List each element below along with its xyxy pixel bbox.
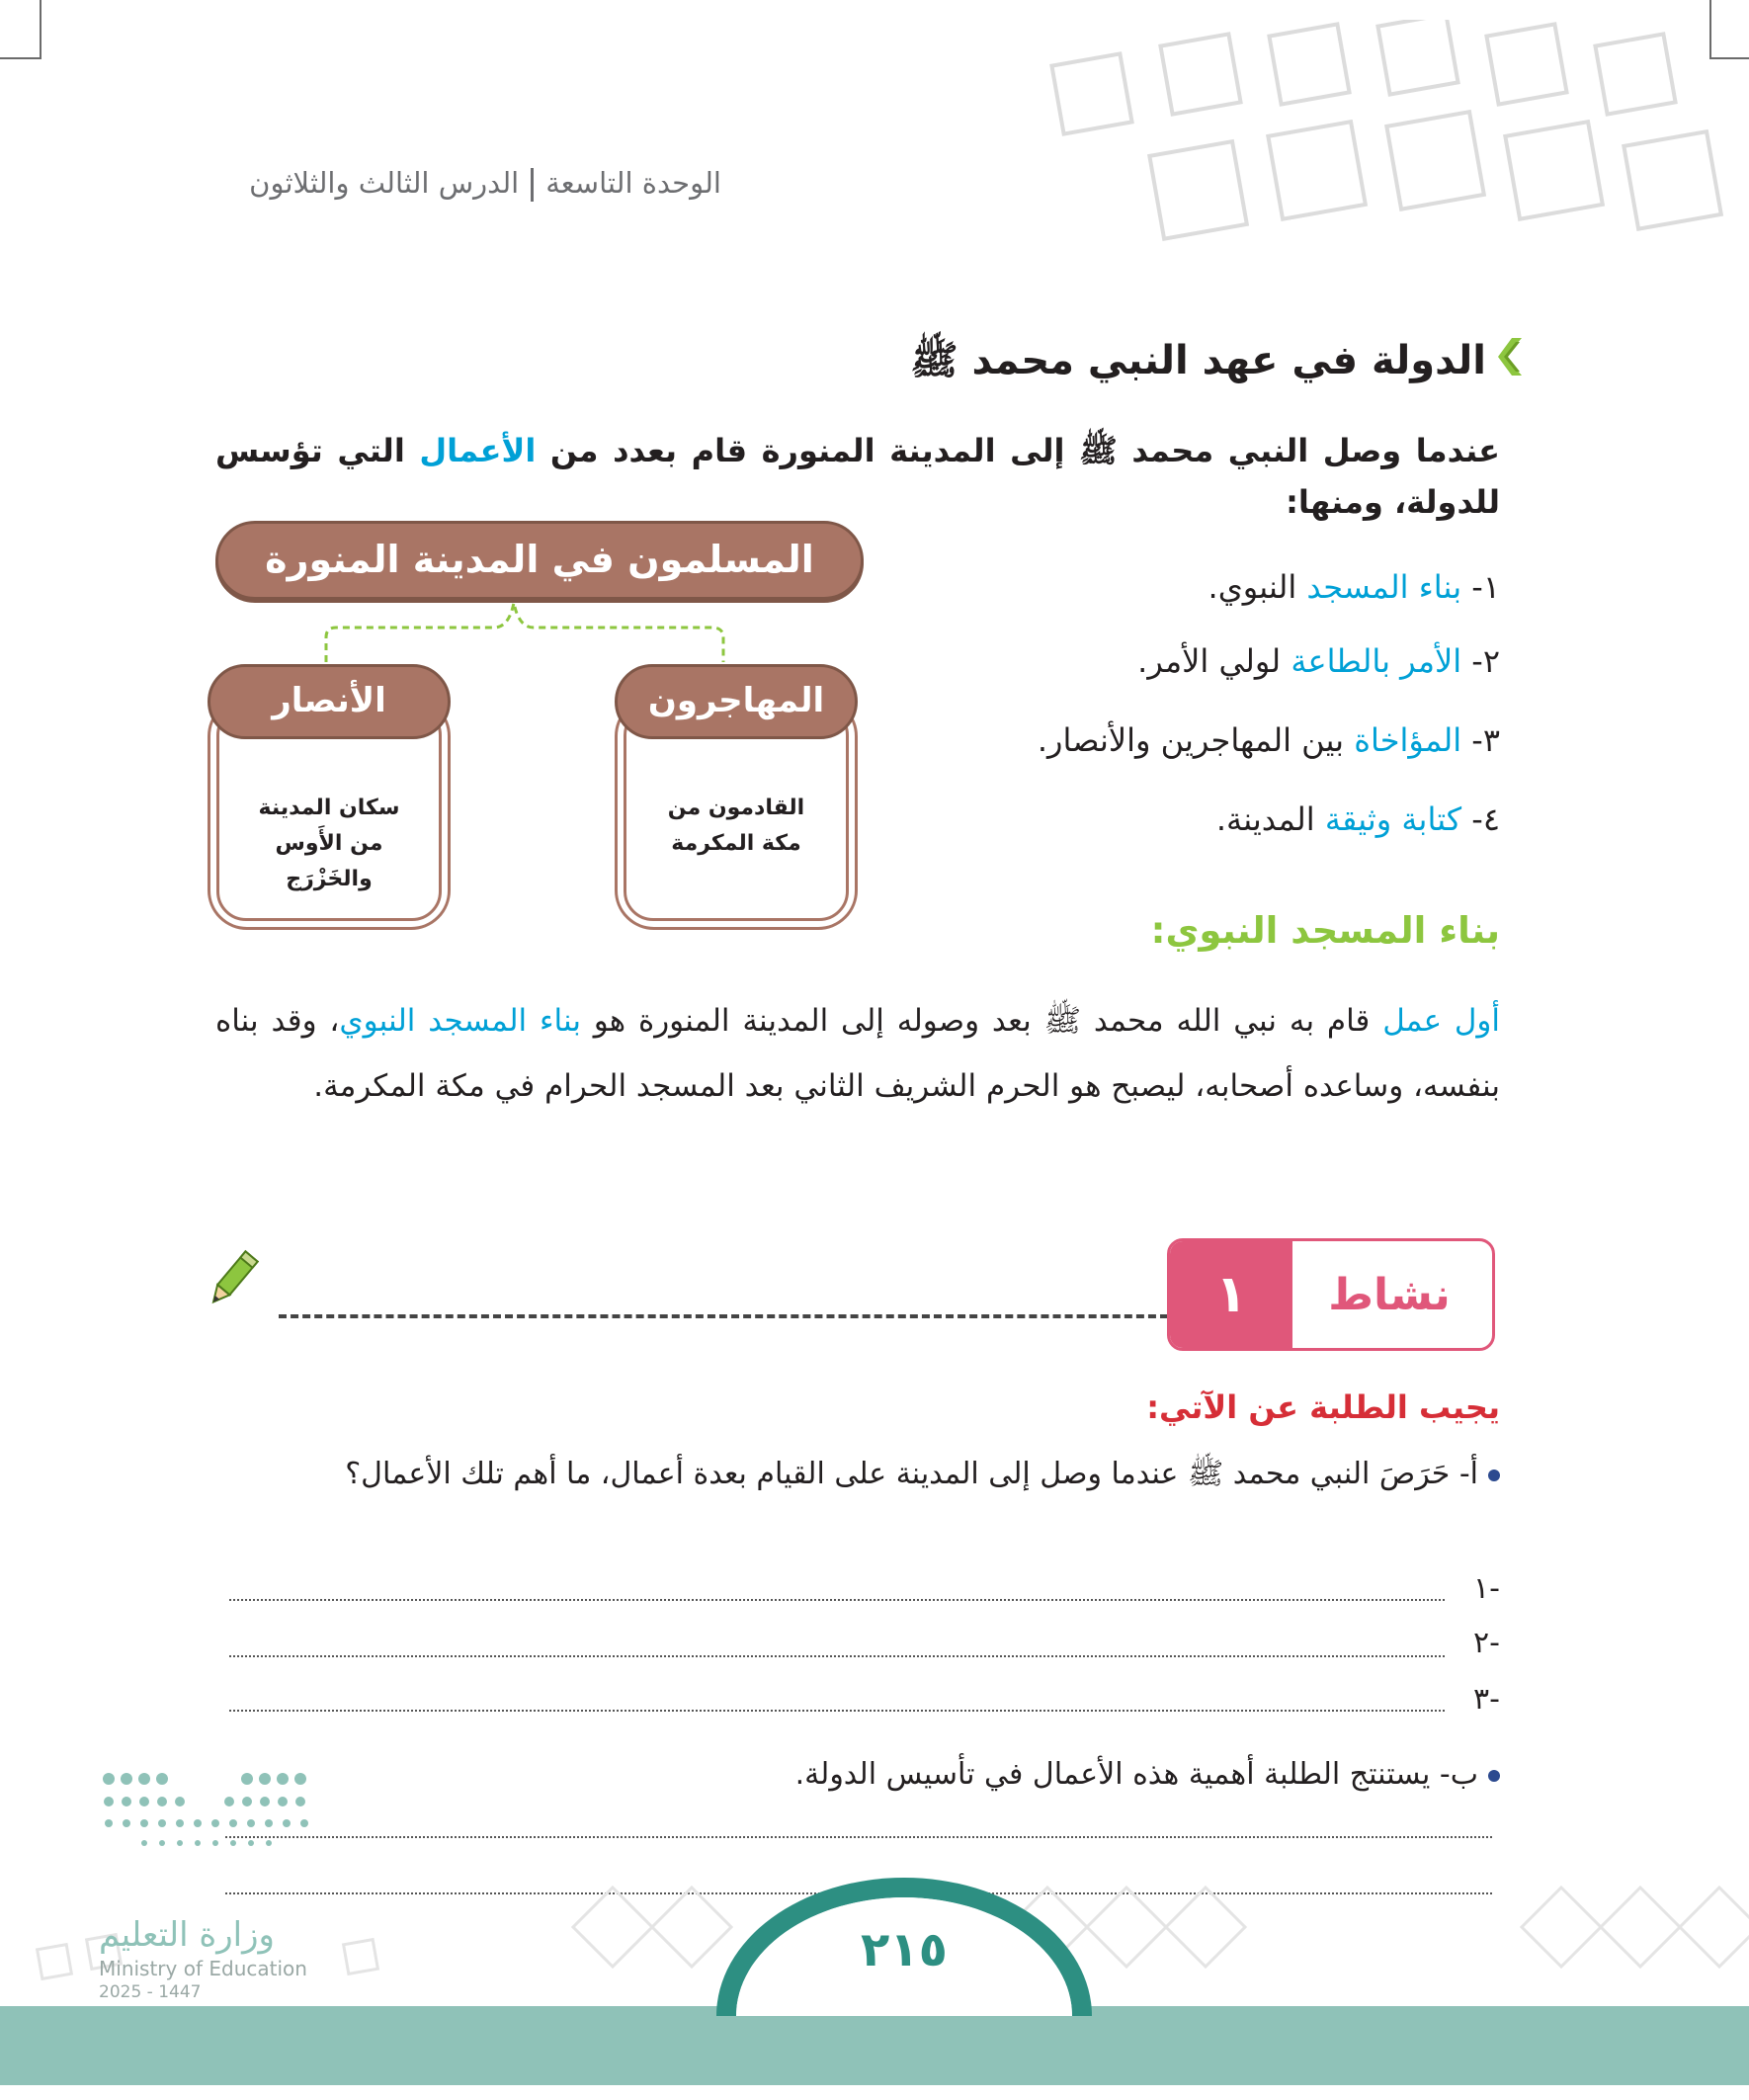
footer-band (0, 2006, 1749, 2085)
muhajirun-card: القادمون من مكة المكرمة (615, 697, 858, 930)
diagram-title: المسلمون في المدينة المنورة (215, 521, 864, 600)
activity-label: نشاط (1328, 1269, 1451, 1320)
crop-mark (0, 57, 40, 59)
moe-logo-icon (99, 1764, 316, 1873)
activity-badge (1167, 1238, 1495, 1351)
page-header (249, 166, 721, 202)
ansar-label: الأنصار (208, 664, 451, 739)
ministry-name-ar: وزارة التعليم (99, 1915, 275, 1955)
mosque-heading: بناء المسجد النبوي: (1150, 909, 1500, 952)
section-title (910, 336, 1522, 393)
edition-year: 2025 - 1447 (99, 1982, 202, 2002)
answer-number: ١- (1473, 1571, 1500, 1606)
activity-instruction: يجيب الطلبة عن الآتي: (1146, 1388, 1500, 1426)
answer-line[interactable] (225, 1836, 1492, 1838)
activity-question-b: ب- يستنتج الطلبة أهمية هذه الأعمال في تأسيس الدولة. (795, 1757, 1500, 1792)
ministry-name-en: Ministry of Education (99, 1957, 307, 1980)
muhajirun-label: المهاجرون (615, 664, 858, 739)
answer-line[interactable] (229, 1655, 1445, 1657)
activity-question-a: أ- حَرَصَ النبي محمد ﷺ عندما وصل إلى المدينة على القيام بعدة أعمال، ما أهم تلك الأعمال؟ (215, 1445, 1500, 1504)
list-item: ٤- كتابة وثيقة المدينة. (1215, 800, 1500, 838)
answer-line[interactable] (229, 1599, 1445, 1601)
diagram-connector (296, 598, 751, 667)
bullet-icon (1488, 1470, 1500, 1481)
section-title-text: الدولة في عهد النبي محمد ﷺ (910, 338, 1486, 383)
list-item: ٢- الأمر بالطاعة لولي الأمر. (1137, 642, 1500, 680)
mosque-paragraph: أول عمل قام به نبي الله محمد ﷺ بعد وصوله إلى المدينة المنورة هو بناء المسجد النبوي، وقد بناه بنفسه، وساعده أصحابه، ليصبح هو الحرم الشريف الثاني بعد المسجد الحرام في مكة المكرمة. (215, 1003, 1501, 1104)
ansar-card: سكان المدينة من الأَوس والخَزْرَج (208, 697, 451, 930)
pencil-icon (198, 1247, 265, 1314)
answer-line[interactable] (229, 1710, 1445, 1712)
activity-number: ١ (1170, 1241, 1292, 1348)
intro-paragraph: عندما وصل النبي محمد ﷺ إلى المدينة المنورة قام بعدد من الأعمال التي تؤسس للدولة، ومنها: (215, 432, 1501, 521)
crop-mark (40, 0, 42, 59)
page-number: ٢١٥ (861, 1922, 948, 1977)
list-item: ١- بناء المسجد النبوي. (1208, 568, 1500, 606)
header-lesson: الدرس الثالث والثلاثون (249, 166, 520, 200)
bullet-icon (1488, 1770, 1500, 1782)
header-separator (531, 168, 534, 202)
chevron-icon (1498, 338, 1522, 376)
list-item: ٣- المؤاخاة بين المهاجرين والأنصار. (1037, 721, 1500, 759)
answer-number: ٢- (1473, 1626, 1500, 1660)
activity-dashed-line (279, 1314, 1168, 1318)
decorative-pattern (1028, 20, 1749, 277)
answer-number: ٣- (1473, 1682, 1500, 1717)
header-unit: الوحدة التاسعة (545, 166, 721, 200)
